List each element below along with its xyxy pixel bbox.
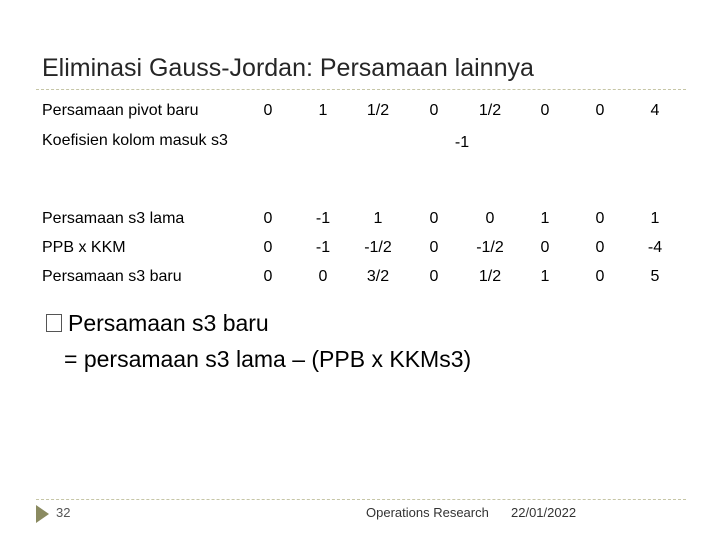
table-cell: 0 xyxy=(429,239,439,256)
table-cell: 1 xyxy=(318,102,328,119)
row-label-s3-lama: Persamaan s3 lama xyxy=(42,210,185,227)
table-cell: 0 xyxy=(595,239,605,256)
table-cell: 0 xyxy=(540,102,550,119)
table-cell: 1/2 xyxy=(478,268,502,285)
table-cell: 0 xyxy=(485,210,495,227)
table-cell: 0 xyxy=(595,210,605,227)
row-label-s3-baru: Persamaan s3 baru xyxy=(42,268,182,285)
footer-divider xyxy=(36,499,686,500)
table-cell: 1/2 xyxy=(366,102,390,119)
row-label-ppb-x-kkm: PPB x KKM xyxy=(42,239,126,256)
table-cell: 0 xyxy=(263,210,273,227)
footer-date: 22/01/2022 xyxy=(511,505,577,520)
title-divider xyxy=(36,89,686,90)
row-label-koefisien-kolom-masuk: Koefisien kolom masuk s3 xyxy=(42,132,228,149)
table-cell: 1 xyxy=(373,210,383,227)
table-cell: -1 xyxy=(315,210,331,227)
table-cell: 1 xyxy=(650,210,660,227)
table-cell: 5 xyxy=(650,268,660,285)
bullet-formula: = persamaan s3 lama – (PPB x KKMs3) xyxy=(64,346,472,372)
table-cell: 0 xyxy=(540,239,550,256)
table-cell: 0 xyxy=(429,210,439,227)
bullet-text: Persamaan s3 baru xyxy=(68,310,269,336)
table-cell: 0 xyxy=(595,268,605,285)
triangle-arrow-icon xyxy=(36,505,49,523)
table-cell: 0 xyxy=(318,268,328,285)
table-cell: -1/2 xyxy=(476,239,504,256)
table-cell: 0 xyxy=(263,239,273,256)
footer-course-name: Operations Research xyxy=(366,505,489,520)
table-cell: -1 xyxy=(315,239,331,256)
table-cell: -1/2 xyxy=(364,239,392,256)
bullet-item xyxy=(46,308,269,338)
page-number: 32 xyxy=(56,505,71,520)
table-cell: 0 xyxy=(429,268,439,285)
table-cell: 1/2 xyxy=(478,102,502,119)
table-cell-merged: -1 xyxy=(454,134,470,151)
table-cell: 1 xyxy=(540,268,550,285)
table-cell: 0 xyxy=(429,102,439,119)
slide-title: Eliminasi Gauss-Jordan: Persamaan lainnya xyxy=(42,54,534,82)
table-cell: 0 xyxy=(263,268,273,285)
table-cell: 0 xyxy=(595,102,605,119)
table-cell: 0 xyxy=(263,102,273,119)
table-cell: 3/2 xyxy=(366,268,390,285)
table-cell: -4 xyxy=(647,239,663,256)
bullet-box-icon xyxy=(46,314,62,332)
row-label-pivot-baru: Persamaan pivot baru xyxy=(42,102,199,119)
table-cell: 4 xyxy=(650,102,660,119)
table-cell: 1 xyxy=(540,210,550,227)
